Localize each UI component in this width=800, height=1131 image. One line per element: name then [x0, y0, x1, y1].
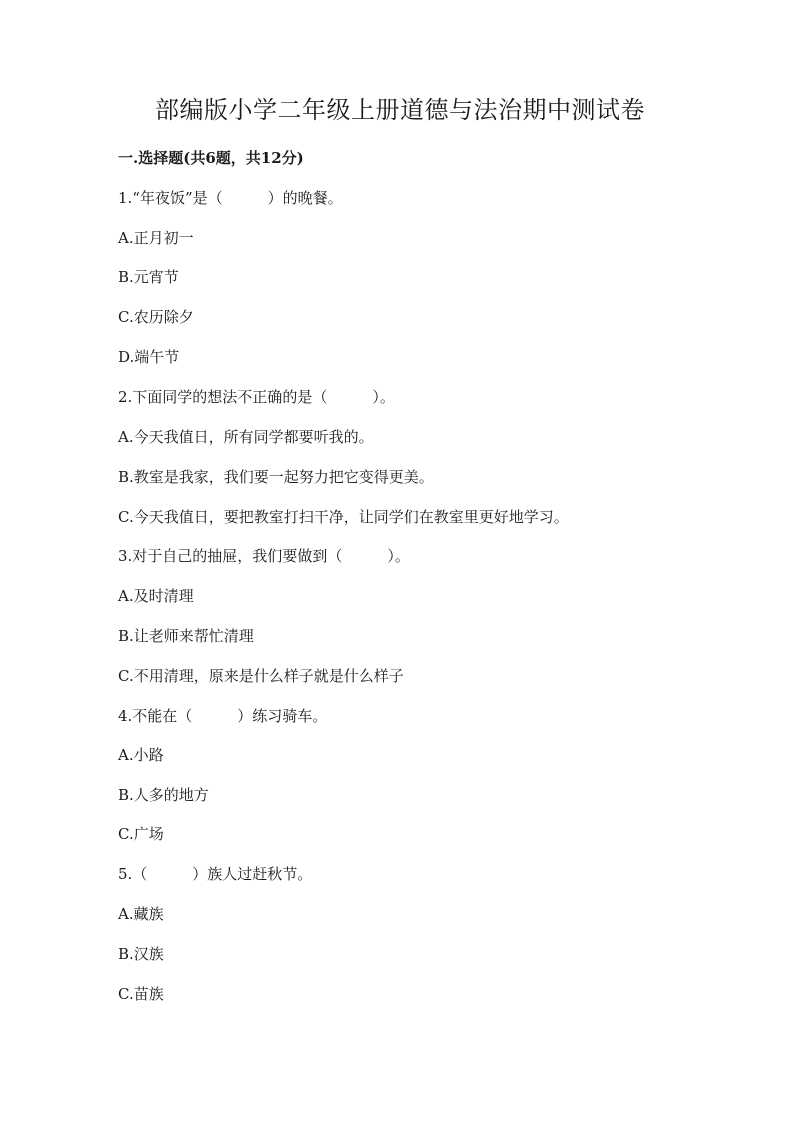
- question-2-option-b: B.教室是我家，我们要一起努力把它变得更美。: [118, 468, 434, 486]
- question-stem-4: 4.不能在（ ）练习骑车。: [118, 707, 328, 725]
- question-5-option-b: B.汉族: [118, 945, 164, 963]
- question-3-option-b: B.让老师来帮忙清理: [118, 627, 254, 645]
- question-1-option-c: C.农历除夕: [118, 308, 194, 326]
- question-stem-3: 3.对于自己的抽屉，我们要做到（ ）。: [118, 547, 410, 565]
- question-2-option-a: A.今天我值日，所有同学都要听我的。: [118, 428, 374, 446]
- question-stem-5: 5.（ ）族人过赶秋节。: [118, 865, 313, 883]
- question-4-option-a: A.小路: [118, 746, 164, 764]
- question-4-option-b: B.人多的地方: [118, 786, 209, 804]
- section-heading: 一.选择题(共6题，共12分): [118, 149, 304, 167]
- question-4-option-c: C.广场: [118, 825, 164, 843]
- question-1-option-a: A.正月初一: [118, 229, 194, 247]
- question-2-option-c: C.今天我值日，要把教室打扫干净，让同学们在教室里更好地学习。: [118, 508, 569, 526]
- question-stem-1: 1.“年夜饭”是（ ）的晚餐。: [118, 189, 343, 207]
- question-stem-2: 2.下面同学的想法不正确的是（ ）。: [118, 388, 395, 406]
- question-1-option-b: B.元宵节: [118, 268, 179, 286]
- page-title: 部编版小学二年级上册道德与法治期中测试卷: [155, 96, 645, 124]
- question-5-option-a: A.藏族: [118, 905, 164, 923]
- question-5-option-c: C.苗族: [118, 985, 164, 1003]
- question-1-option-d: D.端午节: [118, 348, 180, 366]
- question-3-option-c: C.不用清理，原来是什么样子就是什么样子: [118, 667, 404, 685]
- question-3-option-a: A.及时清理: [118, 587, 194, 605]
